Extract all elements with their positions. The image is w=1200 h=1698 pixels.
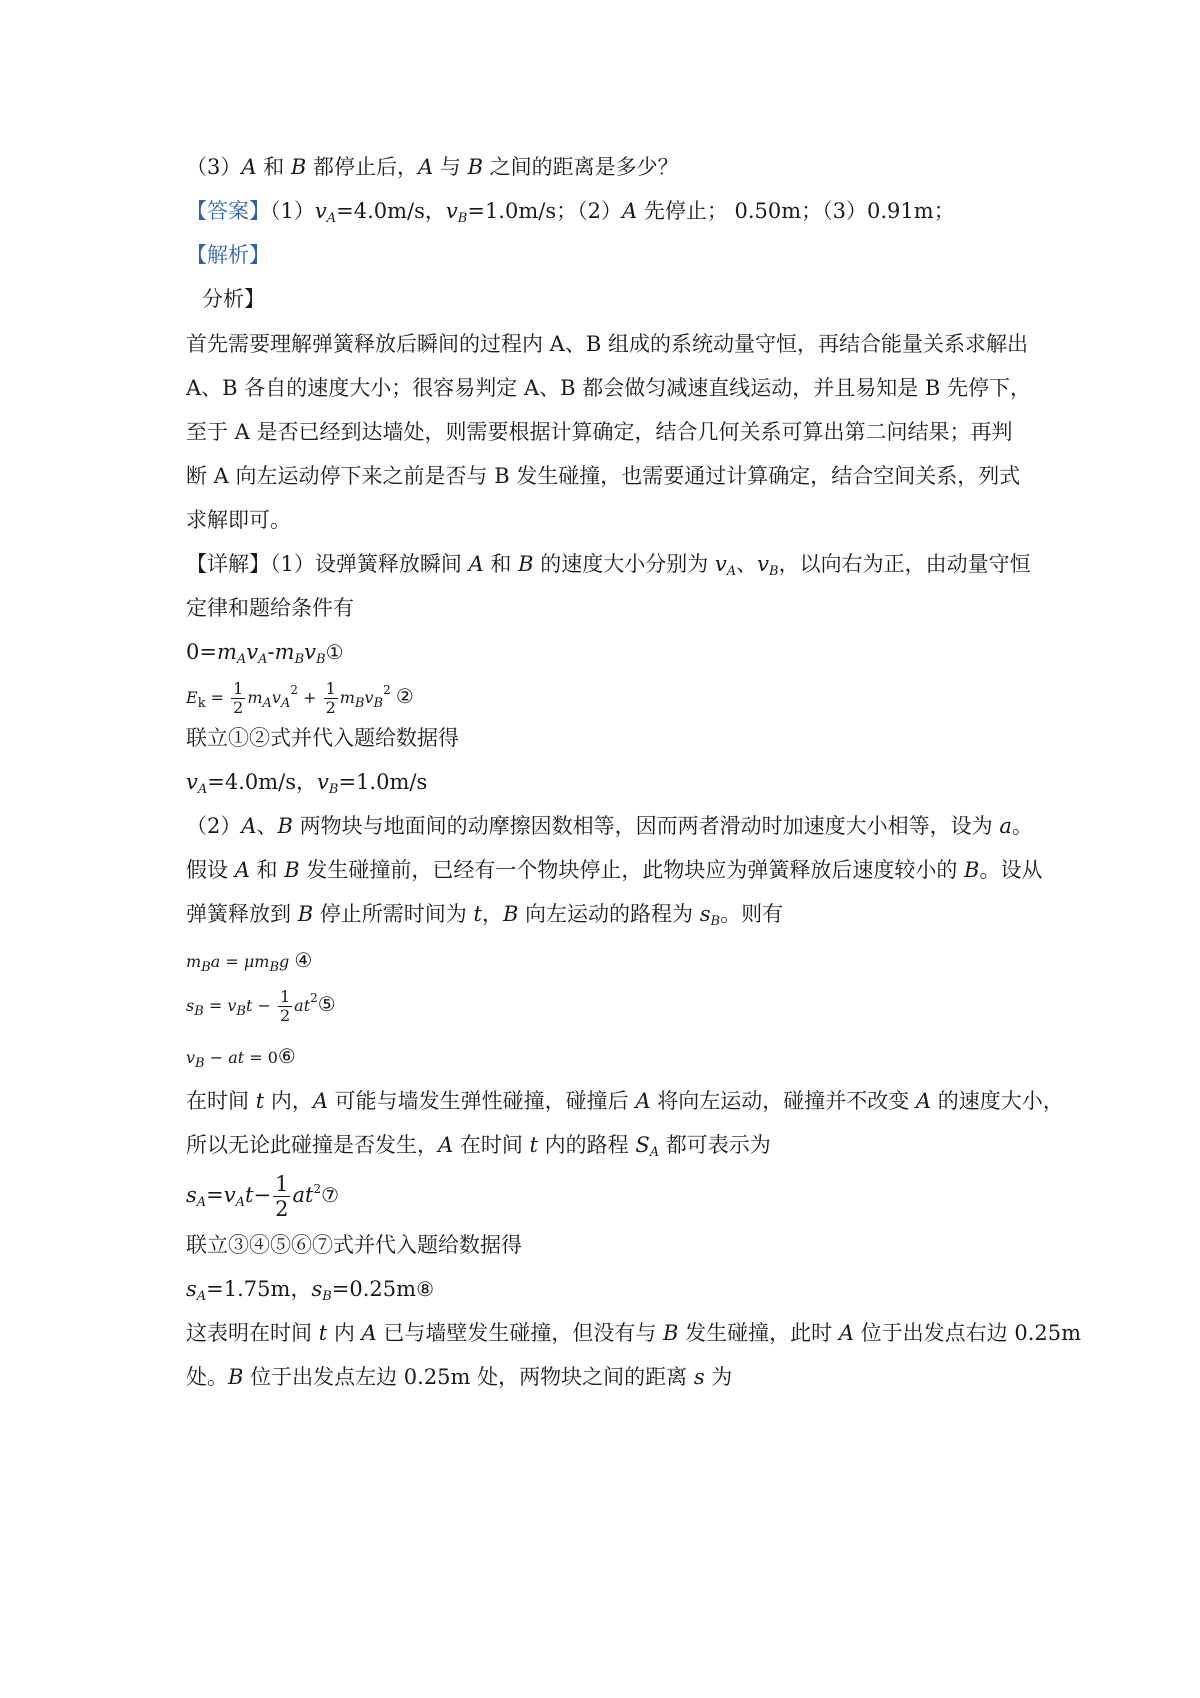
part2-line-2: 假设 A 和 B 发生碰撞前，已经有一个物块停止，此物块应为弹簧释放后速度较小的 B。设从 — [186, 858, 1043, 882]
detail-line-1: 【详解】（1）设弹簧释放瞬间 A 和 B 的速度大小分别为 $v_A$、$v_B$，以向右为正，由动量守恒 — [186, 552, 1031, 579]
analysis-line: A、B 各自的速度大小；很容易判定 A、B 都会做匀减速直线运动，并且易知是 B 先停下， — [186, 376, 1032, 400]
detail-line-3: 联立①②式并代入题给数据得 — [186, 726, 459, 750]
analysis-line: 至于 A 是否已经到达墙处，则需要根据计算确定，结合几何关系可算出第二问结果；再判 — [186, 420, 1013, 444]
part2-line-7: 这表明在时间 t 内 A 已与墙壁发生碰撞，但没有与 B 发生碰撞，此时 A 位于出发点右边 0.25m — [186, 1321, 1082, 1345]
equation-5: $s_B = v_Bt$ − $\frac{1}{2}$ $at^2⑤$ — [186, 987, 336, 1025]
analysis-line: 断 A 向左运动停下来之前是否与 B 发生碰撞，也需要通过计算确定，结合空间关系，列式 — [186, 464, 1021, 488]
fraction-half: $\frac{1}{2}$ — [279, 987, 291, 1025]
answer-tag: 【答案】 — [186, 199, 270, 223]
part2-line-8: 处。B 位于出发点左边 0.25m 处，两物块之间的距离 s 为 — [186, 1365, 733, 1389]
question-3: （3）A 和 B 都停止后，A 与 B 之间的距离是多少？ — [186, 155, 679, 179]
part2-line-6: 联立③④⑤⑥⑦式并代入题给数据得 — [186, 1233, 522, 1257]
answer-line: 【答案】$(1)v_A=4.0m/s$，$v_B=1.0m/s$；（2）A 先停止； 0.50m；（3）0.91m； — [186, 199, 955, 226]
jiexi-tag: 【解析】 — [186, 243, 270, 267]
result-2: $s_A=1.75m$，$s_B=0.25m⑧$ — [186, 1277, 435, 1304]
part2-line-1: （2）A、B 两物块与地面间的动摩擦因数相等，因而两者滑动时加速度大小相等，设为 a。 — [186, 814, 1033, 838]
result-1: $v_A=4.0m/s$，$v_B=1.0m/s$ — [186, 770, 428, 797]
part2-line-3: 弹簧释放到 B 停止所需时间为 t，B 向左运动的路程为 $s_B$。则有 — [186, 902, 784, 929]
fraction-half: $\frac{1}{2}$ — [233, 679, 244, 717]
fraction-half: $\frac{1}{2}$ — [275, 1172, 289, 1221]
equation-2: $E_k$ = $\frac{1}{2}$ $m_Av_A^2$ + $\frac{1}{2}$ $m_Bv_B^2$ ② — [186, 679, 414, 717]
equation-7: $s_A=v_At-$ $\frac{1}{2}$ $at^2⑦$ — [186, 1172, 340, 1221]
analysis-line: 首先需要理解弹簧释放后瞬间的过程内 A、B 组成的系统动量守恒，再结合能量关系求解出 — [186, 332, 1028, 356]
detail-line-2: 定律和题给条件有 — [186, 596, 354, 620]
part2-line-4: 在时间 t 内，A 可能与墙发生弹性碰撞，碰撞后 A 将向左运动，碰撞并不改变 A 的速度大小， — [186, 1089, 1064, 1113]
fenxi-label: 分析】 — [202, 287, 265, 311]
fraction-half: $\frac{1}{2}$ — [325, 679, 336, 717]
part2-line-5: 所以无论此碰撞是否发生，A 在时间 t 内的路程 $S_A$ 都可表示为 — [186, 1133, 771, 1160]
equation-4: $m_Ba = \mu m_Bg$ ④ — [186, 948, 313, 975]
equation-6: $v_B$ − at = 0⑥ — [186, 1044, 296, 1071]
analysis-line: 求解即可。 — [186, 508, 291, 532]
equation-1: $0=m_Av_A-m_Bv_B①$ — [186, 640, 344, 667]
